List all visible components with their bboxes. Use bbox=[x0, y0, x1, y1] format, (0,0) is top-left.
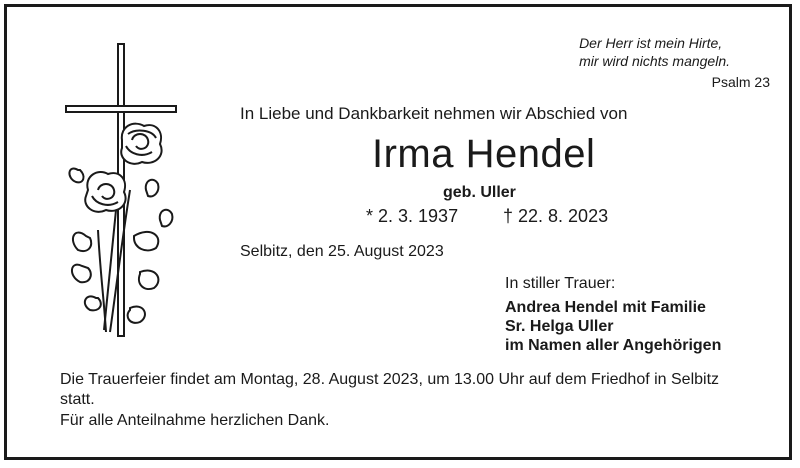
place-and-date: Selbitz, den 25. August 2023 bbox=[240, 243, 444, 260]
mourner-name: Andrea Hendel mit Familie bbox=[505, 299, 706, 316]
bible-verse-line-1: Der Herr ist mein Hirte, bbox=[579, 35, 723, 51]
bible-verse-source: Psalm 23 bbox=[711, 74, 770, 90]
thanks-text: Für alle Anteilnahme herzlichen Dank. bbox=[60, 412, 330, 429]
cross-with-roses-icon bbox=[60, 40, 190, 350]
bible-verse-line-2: mir wird nichts mangeln. bbox=[579, 53, 730, 69]
mourner-name: Sr. Helga Uller bbox=[505, 318, 614, 335]
mourners-label: In stiller Trauer: bbox=[505, 275, 616, 292]
death-date: † 22. 8. 2023 bbox=[503, 206, 609, 226]
birth-date: * 2. 3. 1937 bbox=[366, 206, 459, 226]
deceased-name: Irma Hendel bbox=[372, 132, 596, 176]
intro-text: In Liebe und Dankbarkeit nehmen wir Abschied von bbox=[240, 104, 628, 123]
maiden-name: geb. Uller bbox=[443, 184, 516, 201]
funeral-notice: Die Trauerfeier findet am Montag, 28. August 2023, um 13.00 Uhr auf dem Friedhof in Selbitz statt. bbox=[60, 371, 720, 408]
bible-verse bbox=[579, 34, 730, 70]
mourner-name: im Namen aller Angehörigen bbox=[505, 337, 722, 354]
